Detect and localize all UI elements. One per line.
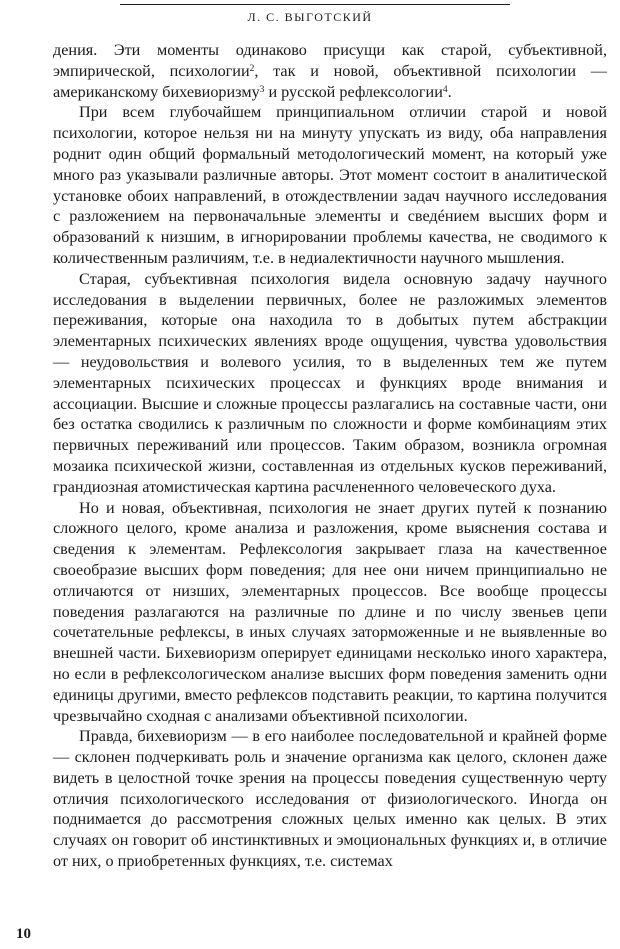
text-segment: Старая, субъективная психология видела основную задачу научного исследования в выделении первичных, более не разложимых элементов переживания, которые она находила то в добытых путем абстракции элементарных психических явлениях вроде ощущения, чувства удовольствия — неудовольствия и волевого усилия, то в выделенных тем же путем элементарных психических процессах и функциях вроде внимания и ассоциации. Высшие и сложные процессы разлагались на составные части, они без остатка сводились к различным по сложности и форме комбинациям этих первичных переживаний или процессов. Таким образом, возникла огромная мозаика психической жизни, составленная из отдельных кусков переживаний, грандиозная атомистическая картина расчлененного человеческого духа.	[53, 269, 607, 496]
paragraph	[53, 40, 607, 102]
header-rule	[120, 4, 510, 5]
footnote-ref: 2	[249, 63, 255, 74]
paragraph	[53, 498, 607, 727]
footnote-ref: 3	[259, 84, 265, 95]
body-text	[53, 40, 607, 872]
running-head: Л. С. ВЫГОТСКИЙ	[247, 10, 373, 24]
page-number: 10	[16, 926, 31, 942]
paragraph	[53, 726, 607, 872]
footnote-ref: 4	[442, 84, 448, 95]
text-segment: дения. Эти моменты одинаково присущи как старой, субъективной, эмпирической, психологии	[53, 41, 607, 80]
text-segment: и русской рефлексологии	[264, 82, 443, 101]
paragraph	[53, 102, 607, 268]
text-segment: , так и новой, объективной психологии — американскому бихевиоризму	[53, 61, 607, 101]
text-segment: При всем глубочайшем принципиальном отличии старой и новой психологии, которое нельзя ни на минуту упускать из виду, оба направления роднит один общий формальный методологический момент, на который уже много раз указывали различные авторы. Этот момент состоит в аналитической установке обоих направлений, в отождествлении задач научного исследования с разложением на первоначальные элементы и сведéнием высших форм и образований к низшим, в игнорировании проблемы качества, не сводимого к количественным различиям, т.е. в недиалектичности научного мышления.	[53, 103, 607, 267]
text-segment: Правда, бихевиоризм — в его наиболее последовательной и крайней форме — склонен подчеркивать роль и значение организма как целого, склонен даже видеть в целостной точке зрения на процессы поведения существенную черту отличия психологического исследования от физиологического. Иногда он поднимается до рассмотрения сложных целых именно как целых. В этих случаях он говорит об инстинктивных и эмоциональных функциях и, в отличие от них, о приобретенных функциях, т.е. системах	[53, 727, 607, 871]
text-segment: .	[447, 82, 452, 101]
text-segment: Но и новая, объективная, психология не знает других путей к познанию сложного целого, кроме анализа и разложения, кроме выяснения состава и сведения к элементам. Рефлексология закрывает глаза на качественное своеобразие высших форм поведения; для нее они ничем принципиально не отличаются от низших, элементарных процессов. Все вообще процессы поведения разлагаются на различные по длине и по числу звеньев цепи сочетательные рефлексы, в иных случаях заторможенные и не выявленные во внешней части. Бихевиоризм оперирует единицами несколько иного характера, но если в рефлексологическом анализе высших форм поведения заменить одни единицы другими, вместо рефлексов подставить реакции, то картина получится чрезвычайно сходная с анализами объективной психологии.	[53, 498, 607, 725]
paragraph	[53, 269, 607, 498]
